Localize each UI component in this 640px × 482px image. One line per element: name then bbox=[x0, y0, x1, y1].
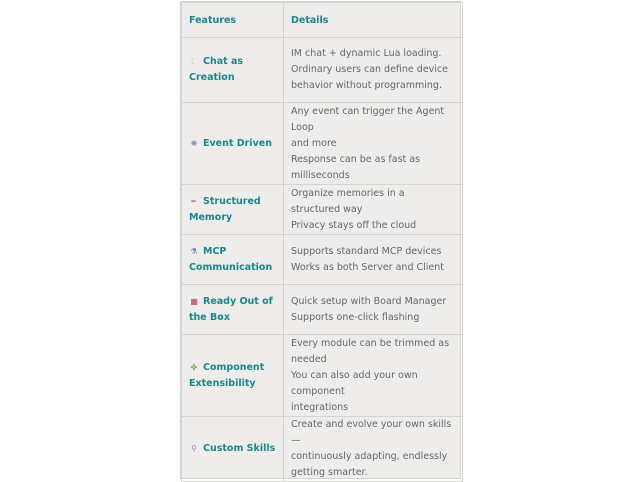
details-line: Supports one-click flashing bbox=[291, 311, 420, 323]
feature-label: Structured Memory bbox=[189, 195, 261, 223]
puzzle-icon: ✤ bbox=[190, 362, 198, 372]
details-line: milliseconds bbox=[291, 169, 350, 181]
details-line: Organize memories in a structured way bbox=[291, 187, 405, 215]
crescent-moon-icon: ☾ bbox=[190, 57, 198, 66]
magnifier-icon: ⚲ bbox=[191, 444, 197, 453]
details-line: Create and evolve your own skills — bbox=[291, 419, 452, 446]
details-cell bbox=[284, 103, 463, 185]
details-cell bbox=[284, 335, 463, 417]
feature-label: MCP Communication bbox=[189, 245, 273, 273]
details-line: Response can be as fast as bbox=[291, 153, 421, 165]
details-line: needed bbox=[291, 353, 327, 365]
table-row bbox=[182, 185, 463, 235]
table-row bbox=[182, 285, 463, 335]
table-header-row bbox=[182, 3, 463, 38]
feature-label: Custom Skills bbox=[203, 443, 276, 454]
details-line: getting smarter. bbox=[291, 467, 368, 478]
feature-cell bbox=[182, 185, 284, 235]
details-line: behavior without programming. bbox=[291, 80, 442, 91]
table-row bbox=[182, 38, 463, 103]
details-line: Every module can be trimmed as bbox=[291, 337, 450, 349]
details-line: Privacy stays off the cloud bbox=[291, 219, 417, 231]
details-line: integrations bbox=[291, 401, 349, 413]
feature-cell bbox=[182, 103, 284, 185]
header-features: Features bbox=[182, 3, 284, 38]
features-table bbox=[181, 2, 463, 482]
feature-label: Event Driven bbox=[203, 137, 272, 149]
details-line: Supports standard MCP devices bbox=[291, 245, 442, 257]
feature-label: Component Extensibility bbox=[189, 361, 265, 389]
table-row bbox=[182, 417, 463, 482]
details-line: continuously adapting, endlessly bbox=[291, 451, 448, 462]
details-cell bbox=[284, 38, 463, 103]
feature-label: Ready Out of the Box bbox=[189, 295, 273, 323]
details-line: and more bbox=[291, 137, 337, 149]
feature-cell bbox=[182, 417, 284, 482]
details-cell bbox=[284, 285, 463, 335]
details-cell bbox=[284, 235, 463, 285]
details-cell bbox=[284, 185, 463, 235]
quill-icon: ✒ bbox=[190, 196, 198, 206]
details-line: Any event can trigger the Agent Loop bbox=[291, 105, 445, 133]
flask-icon: ⚗ bbox=[190, 246, 198, 256]
toolbox-icon: ■ bbox=[190, 296, 198, 306]
table-row bbox=[182, 235, 463, 285]
table-row bbox=[182, 103, 463, 185]
features-table-container bbox=[180, 1, 461, 479]
feature-cell bbox=[182, 285, 284, 335]
header-details: Details bbox=[284, 3, 463, 38]
details-line: You can also add your own component bbox=[291, 369, 418, 397]
details-cell bbox=[284, 417, 463, 482]
details-line: Ordinary users can define device bbox=[291, 64, 449, 75]
details-line: IM chat + dynamic Lua loading. bbox=[291, 48, 442, 59]
details-line: Works as both Server and Client bbox=[291, 261, 444, 273]
feature-cell bbox=[182, 335, 284, 417]
feature-cell bbox=[182, 38, 284, 103]
details-line: Quick setup with Board Manager bbox=[291, 295, 447, 307]
feature-label: Chat as Creation bbox=[189, 56, 244, 83]
feature-cell bbox=[182, 235, 284, 285]
table-row bbox=[182, 335, 463, 417]
sparkle-icon: ✺ bbox=[190, 138, 198, 148]
